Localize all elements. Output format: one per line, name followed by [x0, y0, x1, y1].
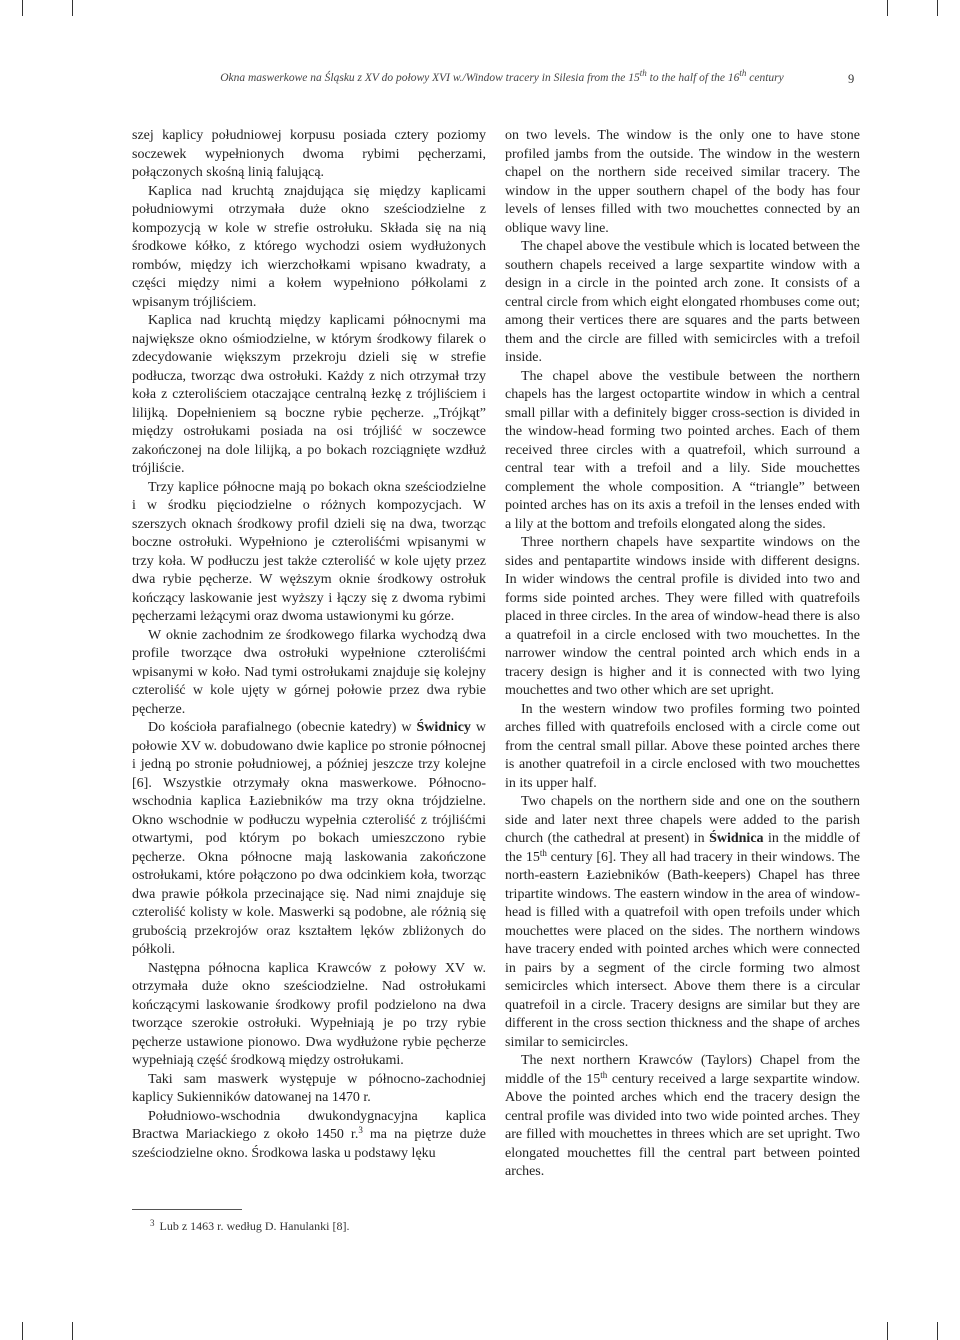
running-title-en: Window tracery in Silesia from the 15th to the half of the 16th century: [465, 68, 784, 84]
paragraph: Kaplica nad kruchtą znajdująca się między kaplicami południowymi otrzymała duże okno sześciodzielne z kompozycją w kole w strefie ostrołuku. Składa się na nią środkowe kółko, z którego wychodzi osiem wydłużonych rombów, między ich wierzchołkami wpisano kwadraty, a części między nimi a kołem wypełniono półkolami z wpisanym trójliściem.: [132, 183, 486, 310]
footnote-text: Lub z 1463 r. według D. Hanulanki [8].: [159, 1219, 350, 1233]
paragraph: Następna północna kaplica Krawców z połowy XV w. otrzymała duże okno sześciodzielne. Nad ostrołukami kończącymi laskowanie środkowy profil podzielono na dwa tworzące szerokie ostrołuki. Wypełniają je po trzy rybie pęcherze ustawione pionowo. Dwa wydłużone rybie pęcherze wypełniają część środkową między ostrołukami.: [132, 960, 486, 1068]
paragraph: Kaplica nad kruchtą między kaplicami północnymi ma największe okno ośmiodzielne, w którym środkowy filarek o zdecydowanie większym przekroju dzieli się w strefie podłucza, tworząc dwa ostrołuki. Każdy z nich otrzymał trzy koła z czteroliściem otaczające centralną łezkę z trójliściem i lilijką. Dopełnieniem są boczne rybie pęcherze. „Trójkąt” między ostrołukami posiada na osi trójliść w soczewce zakończonej na dole lilijką, a po bokach rozciągnięte wzdłuż trójliście.: [132, 313, 486, 476]
footnote-rule: [132, 1209, 242, 1210]
crop-mark-bottom-right: [937, 1322, 938, 1340]
paragraph: Południowo-wschodnia dwukondygnacyjna kaplica Bractwa Mariackiego z około 1450 r.$^3$ ma na piętrze duże sześciodzielne okno. Środkowa laska u podstawy lęku: [132, 1108, 487, 1161]
paragraph: Do kościoła parafialnego (obecnie katedry) w Świdnicy w połowie XV w. dobudowano dwie kaplice po stronie północnej i jedną po stronie południowej, a później jeszcze trzy kolejne [6]. Wszystkie otrzymały okna maswerkowe. Północno-wschodnia kaplica Łaziebników ma trzy okna trójdzielne. Okno wschodnie w podłuczu wypełnia czteroliść z trójliśćmi otwartymi, pod którym po bokach umieszczono rybie pęcherze. Okna północne mają laskowania zakończone ostrołukami, które połączono po dwa odcinkiem koła, tworząc dwa prawie półkola przecinające się. Nad nimi znajduje się czteroliść kolisty w kole. Maswerki są podobne, ale różnią się grubością przekrojów oraz kształtem lęków zbliżonych do półkoli.: [132, 720, 486, 957]
crop-mark-top-right: [937, 0, 938, 16]
footnote-reference: 3: [358, 1125, 363, 1135]
paragraph: In the western window two profiles forming two pointed arches filled with quatrefoils enclosed with a circle come out from the central small pillar. Above these pointed arches there is another quatrefoil in a circle enclosed with two mouchettes in its upper half.: [505, 701, 860, 791]
paragraph: Three northern chapels have sexpartite windows on the sides and pentapartite windows inside with different designs. In wider windows the central profile is divided into two and forms side pointed arches. They were filled with quatrefoils placed in three circles. In the area of window-head there is also a quatrefoil in a circle enclosed with two mouchettes. In the narrower window the central pointed arch which ends in a tracery design is higher and it is connected with two lying mouchettes and two other which are set upright.: [505, 535, 860, 698]
crop-mark-top-right-inner: [887, 0, 888, 16]
place-name-bold: Świdnicy: [416, 720, 471, 735]
crop-mark-bottom-right-inner: [887, 1322, 888, 1340]
crop-mark-top-left-inner: [72, 0, 73, 16]
crop-mark-bottom-left-inner: [72, 1322, 73, 1340]
crop-mark-top-left: [22, 0, 23, 16]
running-header: [192, 68, 812, 84]
running-title-separator: /: [462, 72, 466, 84]
paragraph: on two levels. The window is the only one to have stone profiled jambs from the outside. The window in the western chapel on the northern side received similar tracery. The window in the upper southern chapel of the body has four levels of lenses filled with two mouchettes connected by an oblique wavy line.: [505, 128, 860, 236]
running-title-pl: Okna maswerkowe na Śląsku z XV do połowy XVI w.: [220, 72, 463, 84]
footnote-mark: 3: [150, 1218, 155, 1228]
crop-mark-bottom-left: [22, 1322, 23, 1340]
paragraph: The chapel above the vestibule which is located between the southern chapels received a large sexpartite window with a design in a circle in the pointed arch zone. It consists of a central circle from which eight elongated rhombuses come out; among their vertices there are squares and the parts between them and the circle are filled with semicircles with a trefoil inside.: [505, 239, 860, 365]
paragraph: The next northern Krawców (Taylors) Chapel from the middle of the 15th century received a large sexpartite window. Above the pointed arches which end the tracery design the central profile was divided into two wide pointed arches. They are filled with mouchettes in threes which are set upright. Two elongated mouchettes fill the central part between pointed arches.: [505, 1053, 860, 1179]
footnote: [150, 1218, 349, 1234]
place-name-bold: Świdnica: [709, 831, 764, 846]
paragraph: W oknie zachodnim ze środkowego filarka wychodzą dwa profile tworzące dwa ostrołuki wypełnione czteroliśćmi wpisanymi w koło. Nad tymi ostrołukami znajduje się kolejny czteroliść w kole ujęty w górnej połowie przez dwa rybie pęcherze.: [132, 627, 486, 717]
paragraph: Taki sam maswerk występuje w północno-zachodniej kaplicy Sukienników datowanej na 1470 r.: [132, 1071, 486, 1105]
paragraph: szej kaplicy południowej korpusu posiada cztery poziomy soczewek wypełnionych dwoma rybimi pęcherzami, połączonych skośną linią falującą.: [132, 128, 486, 180]
paragraph: Trzy kaplice północne mają po bokach okna sześciodzielne i w środku pięciodzielne o różnych kompozycjach. W szerszych oknach środkowy profil dzieli się na dwa, tworząc boczne ostrołuki. Wypełniono je czteroliśćmi wpisanymi w trzy koła. W podłuczu jest także czteroliść w kole ujęty przez dwa rybie pęcherze. W węższym oknie środkowy ostrołuk kończący laskowanie jest wyższy i łączy się z dwoma rybimi pęcherzami leżącymi oraz dwoma ustawionymi ku górze.: [132, 479, 486, 624]
left-column-text: [132, 127, 486, 1163]
right-column-text: [505, 127, 860, 1182]
page-number: 9: [848, 72, 855, 86]
paragraph: Two chapels on the northern side and one on the southern side and later next three chapels were added to the parish church (the cathedral at present) in Świdnica in the middle of the 15th century [6]. They all had tracery in their windows. The north-eastern Łaziebników (Bath-keepers) Chapel has three tripartite windows. The eastern window in the area of window-head is filled with a quatrefoil with open trefoils under which mouchettes were placed on the sides. The northern windows have tracery ended with pointed arches which were connected in pairs by a segment of the circle forming two almost semicircles which intersect. Above them there is a circular quatrefoil in a circle. Tracery designs are similar but they are different in the cross section thickness and the shape of arches similar to semicircles.: [505, 794, 860, 1050]
paragraph: The chapel above the vestibule between the northern chapels has the largest octopartite window in which a central small pillar with a definitely bigger cross-section is divided in the window-head forming two pointed arches. Each of them received three circles with a quatrefoil, which surround a central tear with a trefoil and a lily. Side mouchettes complement the whole composition. A “triangle” between pointed arches has on its axis a trefoil in the lenses ended with a lily at the bottom and trefoils elongated along the sides.: [505, 368, 860, 532]
